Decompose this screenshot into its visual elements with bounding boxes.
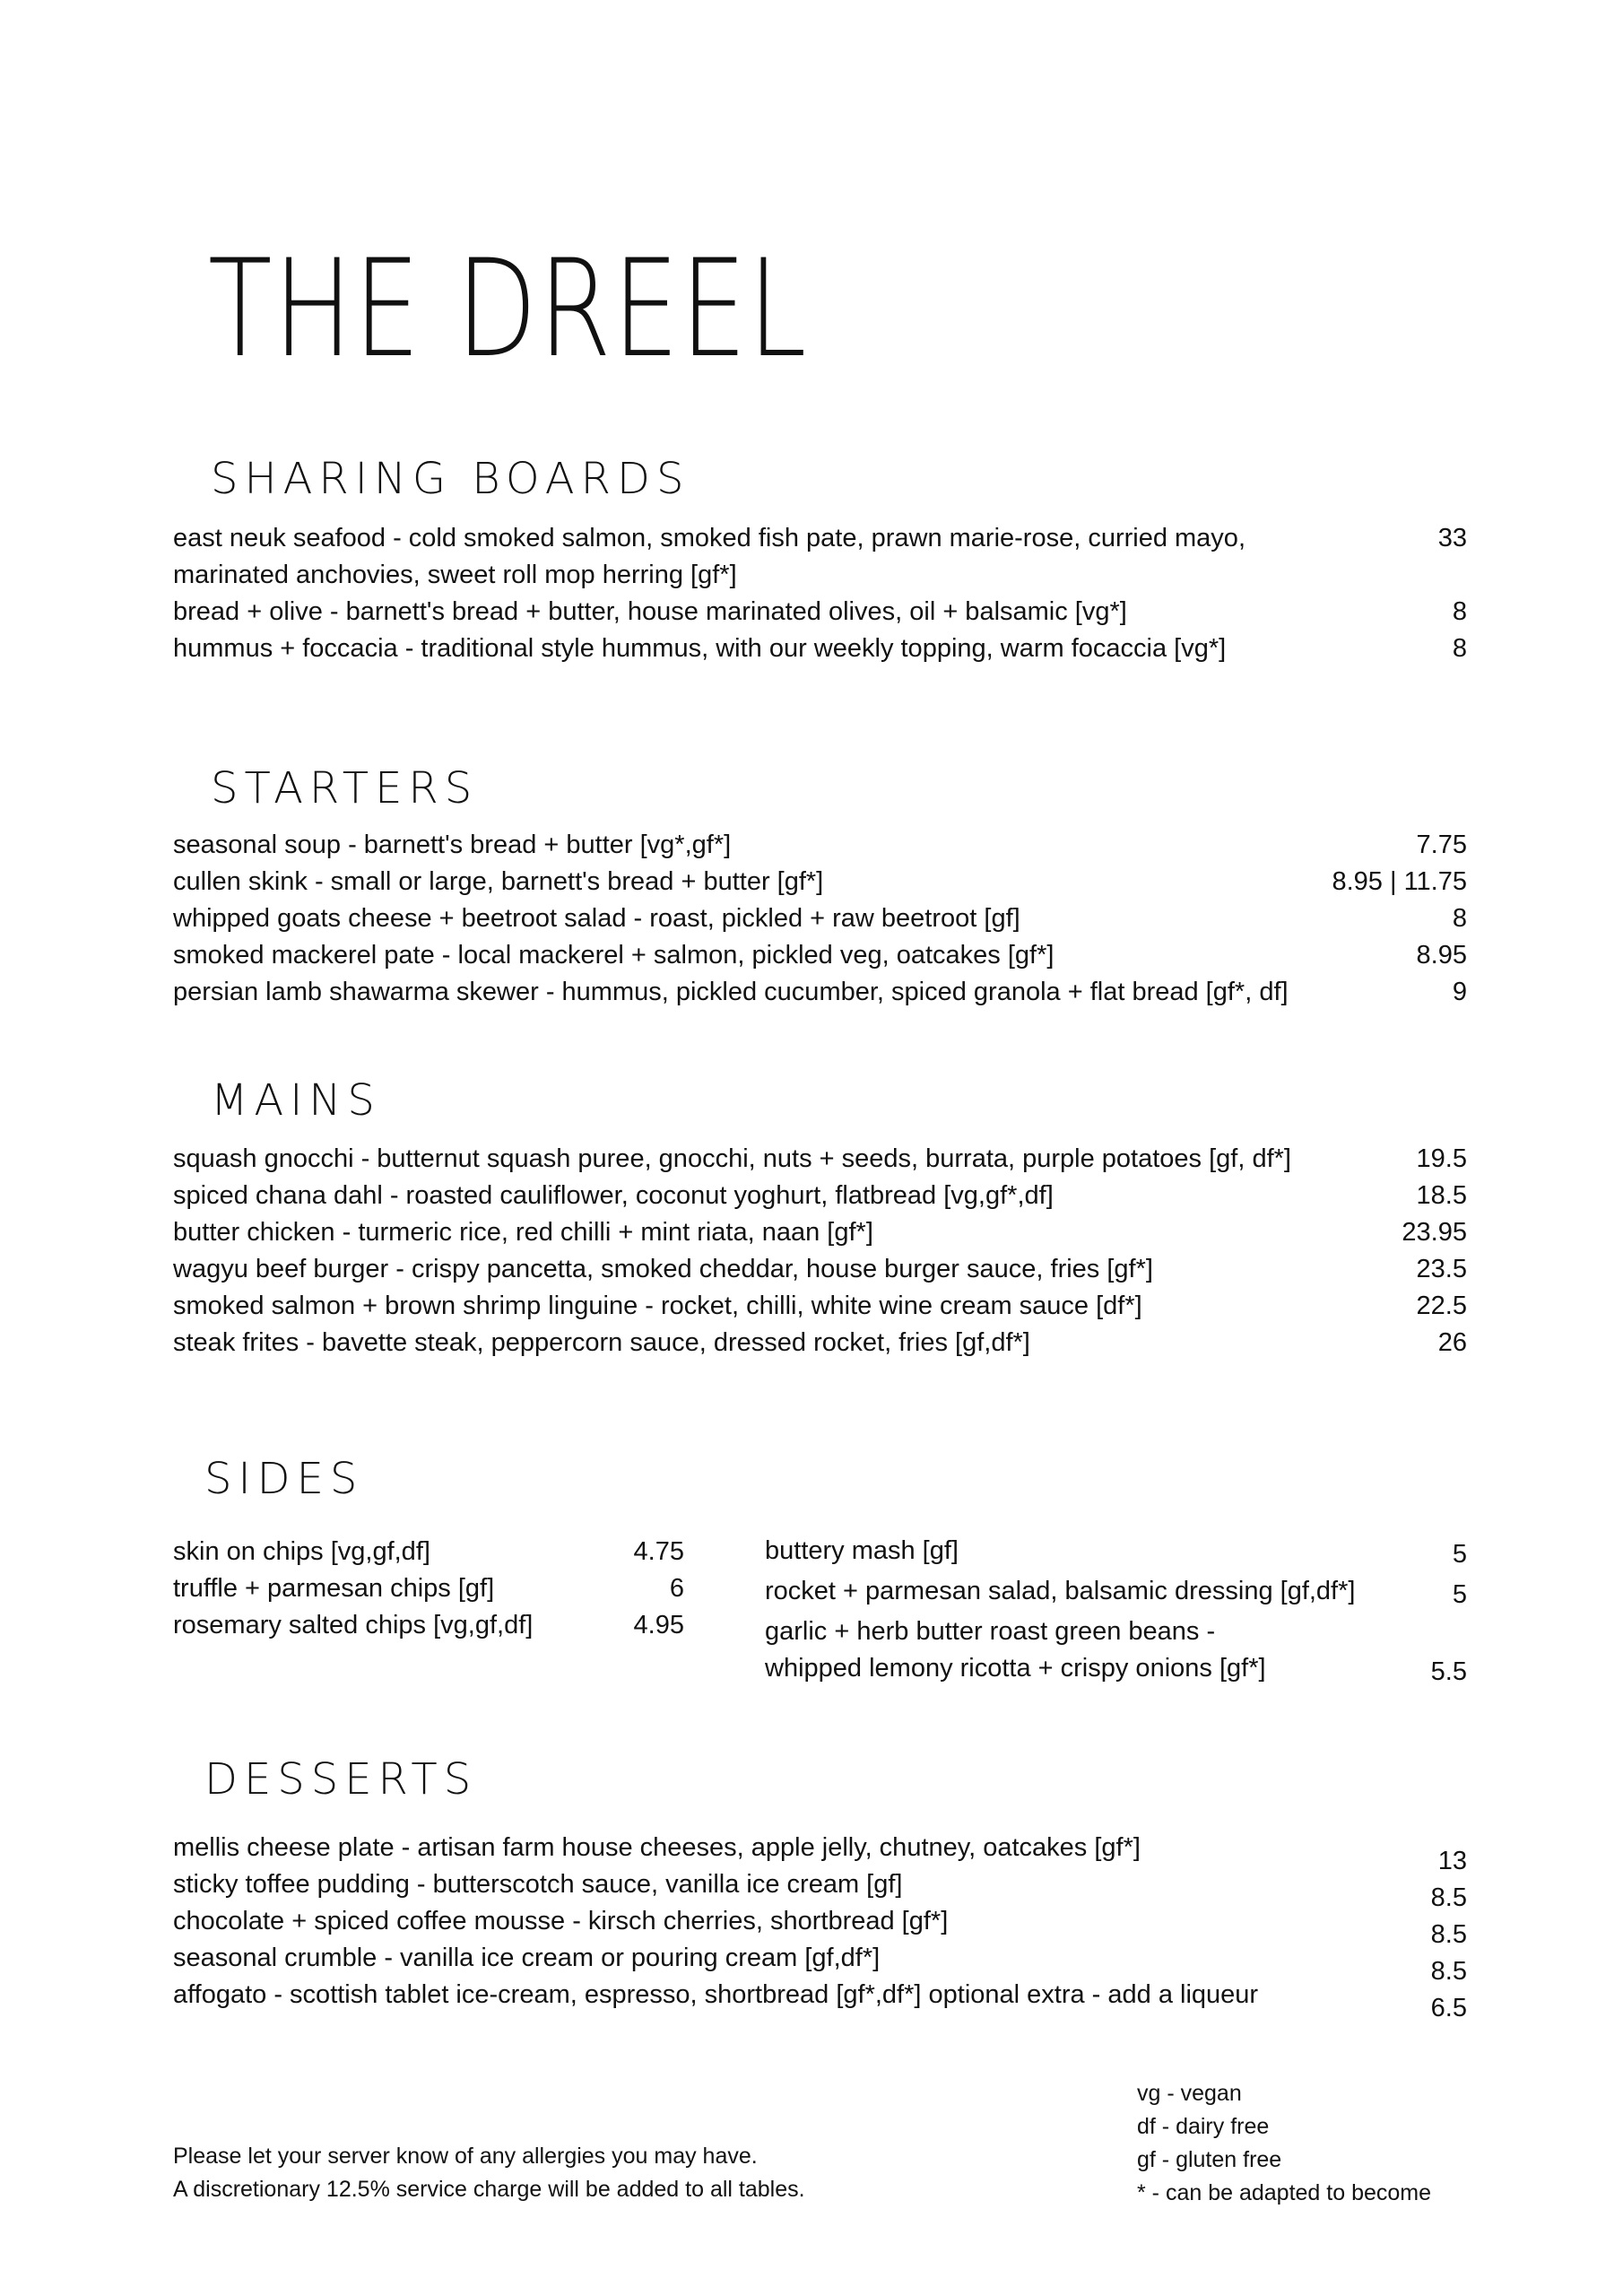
- menu-item: [173, 1214, 1467, 1251]
- menu-item: [173, 864, 1467, 900]
- menu-item-price: 22.5: [1416, 1292, 1467, 1320]
- menu-item-text: hummus + foccacia - traditional style hummus, with our weekly topping, warm focaccia [vg*]: [173, 634, 1227, 663]
- menu-item-price: 13: [1437, 1847, 1467, 1875]
- menu-item-text: buttery mash [gf]: [765, 1536, 959, 1565]
- dietary-legend: [1137, 2077, 1431, 2210]
- menu-item-text: seasonal crumble - vanilla ice cream or pouring cream [gf,df*]: [173, 1944, 881, 1972]
- menu-item-price: 23.5: [1416, 1255, 1467, 1283]
- menu-item-price: 9: [1452, 978, 1467, 1006]
- menu-item-price: 4.75: [633, 1537, 684, 1566]
- menu-item-price: 8.5: [1430, 1920, 1467, 1949]
- menu-item-price: 5: [1452, 1580, 1467, 1609]
- menu-item-price: 8.5: [1430, 1883, 1467, 1912]
- menu-item: [173, 631, 1467, 667]
- menu-item: [765, 1533, 1467, 1573]
- menu-item-price: 5.5: [1430, 1657, 1467, 1686]
- menu-item-price: 8: [1452, 597, 1467, 626]
- section-heading-sharing-boards: SHARING BOARDS: [211, 454, 690, 504]
- menu-item-price: 18.5: [1416, 1181, 1467, 1210]
- menu-item-text: rocket + parmesan salad, balsamic dressing [gf,df*]: [765, 1577, 1356, 1605]
- menu-item-price: 8.95: [1416, 941, 1467, 970]
- section-heading-starters: STARTERS: [211, 763, 479, 813]
- menu-item-price: 8: [1452, 634, 1467, 663]
- sides-list-right: [765, 1533, 1467, 1687]
- legend-item: gf - gluten free: [1137, 2147, 1282, 2172]
- menu-item: [173, 1251, 1467, 1288]
- footer-notes: [173, 2140, 805, 2206]
- menu-item-price: 23.95: [1402, 1218, 1467, 1247]
- menu-item: [173, 937, 1467, 974]
- menu-item: [173, 1325, 1467, 1361]
- menu-item-price: 4.95: [633, 1611, 684, 1639]
- legend-item: df - dairy free: [1137, 2114, 1270, 2139]
- menu-item-text: east neuk seafood - cold smoked salmon, smoked fish pate, prawn marie-rose, curried mayo, marinated anchovies, sweet roll mop herring [gf*]: [173, 524, 1245, 589]
- allergy-note: Please let your server know of any allergies you may have.: [173, 2144, 758, 2169]
- menu-item-text: butter chicken - turmeric rice, red chilli + mint riata, naan [gf*]: [173, 1218, 873, 1247]
- menu-item-price: 19.5: [1416, 1144, 1467, 1173]
- menu-item-text: affogato - scottish tablet ice-cream, espresso, shortbread [gf*,df*] optional extra - add a liqueur: [173, 1980, 1259, 2009]
- sides-list-left: [173, 1534, 684, 1644]
- menu-item-text: smoked salmon + brown shrimp linguine - rocket, chilli, white wine cream sauce [df*]: [173, 1292, 1142, 1320]
- menu-item: [173, 1141, 1467, 1178]
- menu-item-text: skin on chips [vg,gf,df]: [173, 1537, 430, 1566]
- legend-item: vg - vegan: [1137, 2081, 1242, 2106]
- menu-item-price: 8.95 | 11.75: [1332, 867, 1467, 896]
- section-heading-mains: MAINS: [211, 1075, 381, 1126]
- legend-item: * - can be adapted to become: [1137, 2180, 1432, 2205]
- menu-item: [173, 1178, 1467, 1214]
- menu-item-price: 33: [1437, 524, 1467, 552]
- menu-item-text: truffle + parmesan chips [gf]: [173, 1574, 495, 1603]
- menu-item: [173, 1288, 1467, 1325]
- menu-item: [173, 827, 1467, 864]
- menu-item-price: 8: [1452, 904, 1467, 933]
- sharing-boards-list: [173, 520, 1467, 667]
- menu-item-text: persian lamb shawarma skewer - hummus, pickled cucumber, spiced granola + flat bread [gf*, df]: [173, 978, 1289, 1006]
- menu-item: [765, 1613, 1467, 1687]
- starters-list: [173, 827, 1467, 1011]
- menu-item-text: steak frites - bavette steak, peppercorn sauce, dressed rocket, fries [gf,df*]: [173, 1328, 1030, 1357]
- menu-item: [173, 1570, 684, 1607]
- desserts-prices: [1372, 1843, 1467, 2027]
- menu-item-text: garlic + herb butter roast green beans - whipped lemony ricotta + crispy onions [gf*]: [765, 1617, 1266, 1683]
- menu-item-text: seasonal soup - barnett's bread + butter [vg*,gf*]: [173, 831, 732, 859]
- menu-item-text: whipped goats cheese + beetroot salad - roast, pickled + raw beetroot [gf]: [173, 904, 1020, 933]
- menu-item-text: squash gnocchi - butternut squash puree, gnocchi, nuts + seeds, burrata, purple potatoes [gf, df*]: [173, 1144, 1291, 1173]
- menu-item-price: 8.5: [1430, 1957, 1467, 1986]
- menu-item-price: 7.75: [1416, 831, 1467, 859]
- restaurant-title: THE DREEL: [208, 231, 809, 387]
- section-heading-desserts: DESSERTS: [204, 1754, 478, 1805]
- desserts-list: [173, 1830, 1294, 2013]
- mains-list: [173, 1141, 1467, 1361]
- menu-item-price: 6: [669, 1574, 684, 1603]
- menu-item: [173, 974, 1467, 1011]
- menu-item-text: spiced chana dahl - roasted cauliflower, coconut yoghurt, flatbread [vg,gf*,df]: [173, 1181, 1054, 1210]
- menu-item-text: bread + olive - barnett's bread + butter, house marinated olives, oil + balsamic [vg*]: [173, 597, 1127, 626]
- menu-item-text: sticky toffee pudding - butterscotch sauce, vanilla ice cream [gf]: [173, 1870, 903, 1899]
- menu-item-price: 5: [1452, 1540, 1467, 1569]
- menu-item-text: cullen skink - small or large, barnett's bread + butter [gf*]: [173, 867, 824, 896]
- menu-item: [173, 1534, 684, 1570]
- service-charge-note: A discretionary 12.5% service charge will be added to all tables.: [173, 2177, 805, 2202]
- menu-item-price: 6.5: [1430, 1994, 1467, 2022]
- menu-item-text: chocolate + spiced coffee mousse - kirsch cherries, shortbread [gf*]: [173, 1907, 949, 1935]
- menu-item-text: mellis cheese plate - artisan farm house cheeses, apple jelly, chutney, oatcakes [gf*]: [173, 1833, 1141, 1862]
- menu-item-price: 26: [1437, 1328, 1467, 1357]
- menu-item-text: wagyu beef burger - crispy pancetta, smoked cheddar, house burger sauce, fries [gf*]: [173, 1255, 1153, 1283]
- menu-item-text: smoked mackerel pate - local mackerel + salmon, pickled veg, oatcakes [gf*]: [173, 941, 1055, 970]
- menu-item: [173, 900, 1467, 937]
- menu-item-text: rosemary salted chips [vg,gf,df]: [173, 1611, 534, 1639]
- section-heading-sides: SIDES: [204, 1454, 364, 1504]
- menu-item: [173, 520, 1467, 594]
- menu-item: [173, 594, 1467, 631]
- menu-item: [173, 1607, 684, 1644]
- menu-item: [765, 1573, 1467, 1613]
